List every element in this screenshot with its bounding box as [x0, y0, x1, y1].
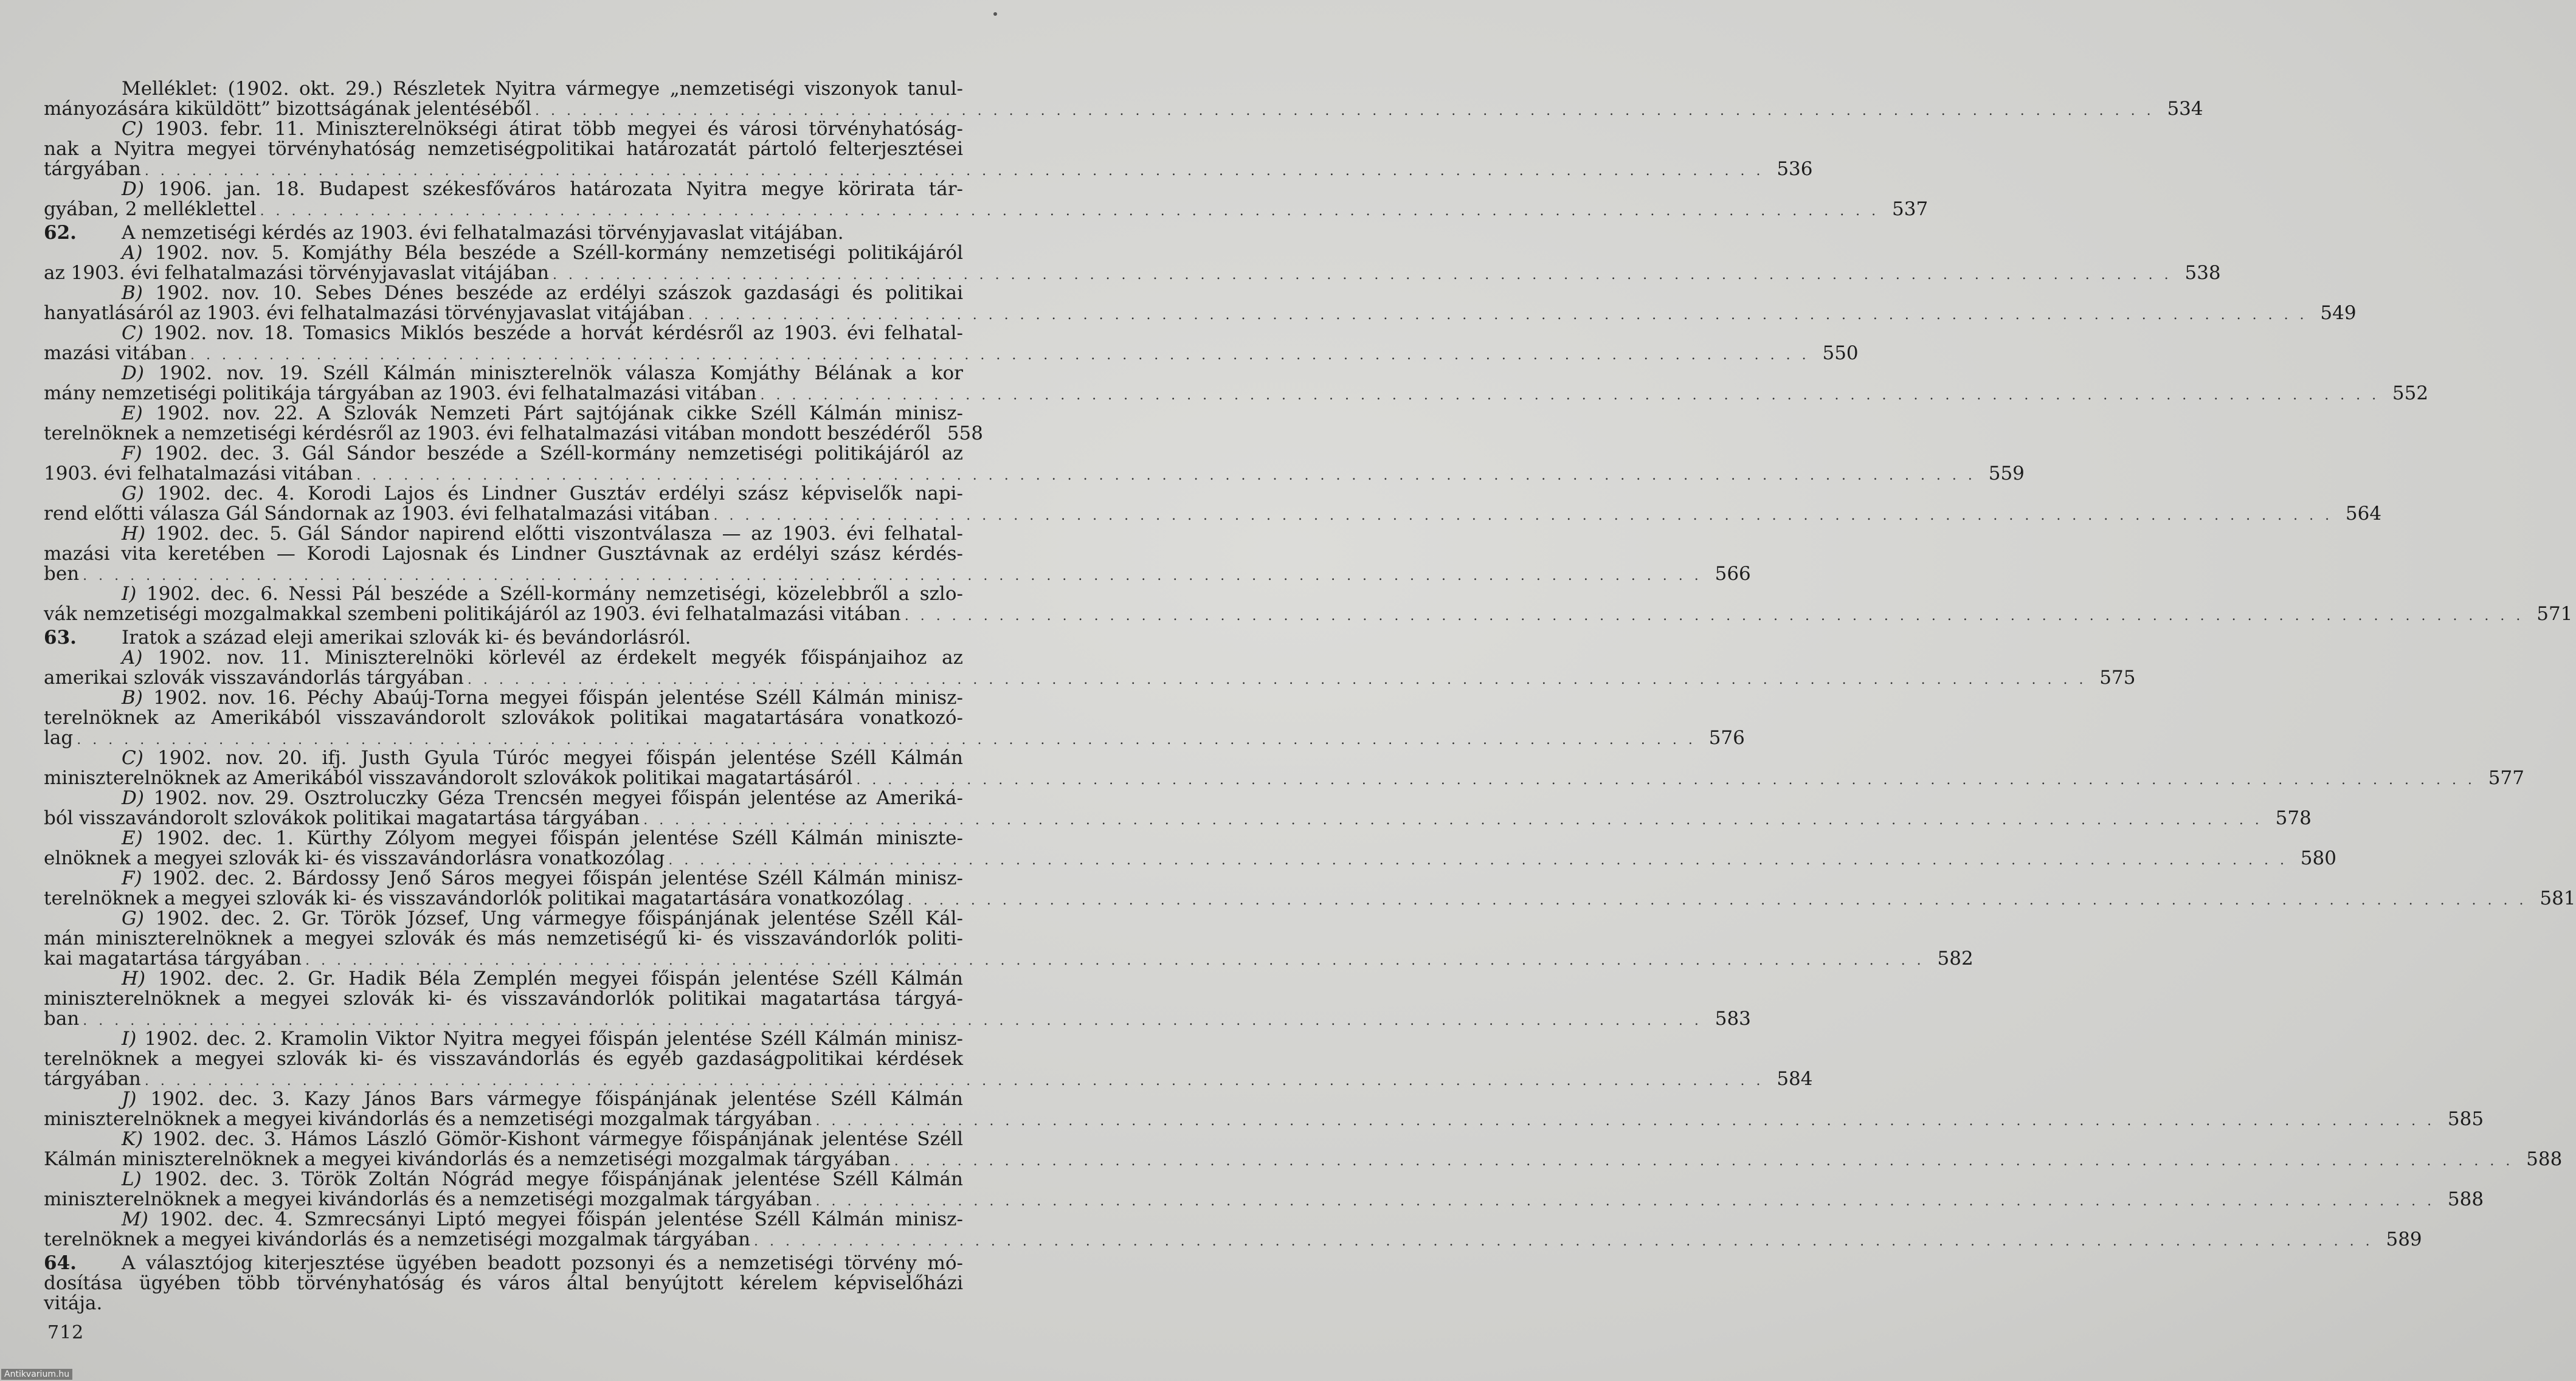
- toc-line: [44, 767, 2524, 789]
- entry-text: terelnöknek a megyei szlovák ki- és visszavándorlás és egyéb gazdaságpolitikai kérdések: [44, 1048, 963, 1070]
- entry-letter: D): [122, 178, 144, 200]
- entry-text: Melléklet: (1902. okt. 29.) Részletek Nyitra vármegye „nemzetiségi viszonyok tanul-: [122, 78, 963, 100]
- entry-text: terelnöknek az Amerikából visszavándorolt szlovákok politikai magatartására vonatkozó-: [44, 707, 963, 729]
- entry-text: rend előtti válasza Gál Sándornak az 1903. évi felhatalmazási vitában: [44, 503, 710, 525]
- toc-line: [44, 503, 2382, 525]
- toc-line: [44, 1148, 2563, 1170]
- entry-text: miniszterelnöknek a megyei kivándorlás és a nemzetiségi mozgalmak tárgyában: [44, 1188, 812, 1210]
- entry-page-number: 581: [2540, 887, 2576, 909]
- section-title: A választójog kiterjesztése ügyében beadott pozsonyi és a nemzetiségi törvény mó-: [122, 1252, 963, 1274]
- leader-dots: [856, 770, 2476, 790]
- toc-line: [44, 1029, 963, 1049]
- entry-letter: F): [122, 443, 142, 464]
- entry-text: 1902. dec. 2. Kramolin Viktor Nyitra megyei főispán jelentése Széll Kálmán minisz-: [144, 1028, 963, 1050]
- toc-entry: [44, 118, 1813, 180]
- entry-text: lag: [44, 727, 74, 749]
- entry-letter: G): [122, 483, 144, 505]
- section-heading-continuation: [44, 1273, 963, 1314]
- toc-line: [44, 484, 963, 504]
- entry-text: miniszterelnöknek az Amerikából visszavándorolt szlovákok politikai magatartásáról: [44, 767, 853, 789]
- leader-dots: [760, 385, 2380, 405]
- toc-line: [44, 1228, 2422, 1250]
- entry-letter: L): [122, 1168, 142, 1190]
- toc-line: [44, 342, 1859, 364]
- table-of-contents: [44, 78, 2576, 1314]
- toc-entry: [44, 78, 2203, 120]
- toc-line: [44, 909, 963, 929]
- entry-page-number: 588: [2447, 1188, 2484, 1210]
- entry-text: 1902. nov. 11. Miniszterelnöki körlevél az érdekelt megyék főispánjaihoz az: [157, 647, 963, 669]
- entry-page-number: 582: [1937, 948, 1973, 969]
- entry-text: miniszterelnöknek a megyei kivándorlás és a nemzetiségi mozgalmak tárgyában: [44, 1108, 812, 1130]
- watermark: Antikvarium.hu: [1, 1369, 72, 1380]
- entry-text: vitája.: [44, 1292, 103, 1314]
- toc-line: [44, 727, 1745, 749]
- toc-entry: [44, 1088, 2484, 1130]
- toc-line: [44, 404, 963, 424]
- toc-line: [44, 1253, 963, 1273]
- toc-line: [44, 807, 2312, 829]
- entry-text: amerikai szlovák visszavándorlás tárgyában: [44, 667, 464, 689]
- toc-entry: [44, 968, 1751, 1030]
- entry-text: 1902. dec. 2. Gr. Hadik Béla Zemplén megyei főispán jelentése Széll Kálmán: [158, 968, 963, 990]
- toc-entry: [44, 1128, 2563, 1170]
- entry-text: 1902. dec. 5. Gál Sándor napirend előtti viszontválasza — az 1903. évi felhatal-: [155, 523, 963, 545]
- toc-line: [44, 847, 2336, 869]
- entry-letter: B): [122, 687, 143, 709]
- entry-letter: C): [122, 118, 143, 140]
- entry-letter: I): [122, 1028, 137, 1050]
- entry-letter: I): [122, 583, 137, 605]
- entry-page-number: 575: [2099, 667, 2136, 689]
- entry-letter: B): [122, 282, 143, 304]
- toc-entry: [44, 362, 2429, 404]
- entry-page-number: 589: [2386, 1228, 2422, 1250]
- section-heading: [44, 628, 963, 648]
- toc-line: [44, 283, 963, 303]
- toc-line: [44, 1210, 963, 1230]
- toc-line: [44, 989, 963, 1009]
- entry-text: 1902. nov. 5. Komjáthy Béla beszéde a Széll-kormány nemzetiségi politikájáról: [154, 242, 963, 264]
- entry-letter: C): [122, 322, 143, 344]
- toc-entry: [44, 402, 983, 444]
- section-title: A nemzetiségi kérdés az 1903. évi felhatalmazási törvényjavaslat vitájában.: [122, 222, 844, 244]
- toc-entry: [44, 787, 2312, 829]
- entry-letter: E): [122, 827, 143, 849]
- toc-line: [44, 887, 2576, 909]
- section-number: 62.: [44, 222, 77, 244]
- entry-letter: H): [122, 523, 146, 545]
- entry-letter: C): [122, 747, 143, 769]
- entry-text: tárgyában: [44, 158, 141, 180]
- toc-line: [44, 929, 963, 949]
- page-number: 712: [47, 1322, 85, 1343]
- toc-line: [44, 788, 963, 808]
- toc-line: [44, 323, 963, 343]
- entry-text: miniszterelnöknek a megyei szlovák ki- és visszavándorlók politikai magatartása tárgyá-: [44, 988, 963, 1010]
- entry-text: mazási vitában: [44, 342, 187, 364]
- entry-page-number: 571: [2536, 603, 2573, 625]
- toc-line: [44, 828, 963, 849]
- toc-line: [44, 382, 2429, 404]
- section-title: Iratok a század eleji amerikai szlovák ki- és bevándorlásról.: [122, 627, 691, 649]
- toc-line: [44, 1169, 963, 1190]
- entry-text: 1902. nov. 22. A Szlovák Nemzeti Párt sajtójának cikke Széll Kálmán minisz-: [156, 402, 963, 424]
- entry-letter: G): [122, 907, 144, 929]
- toc-entry: [44, 523, 1751, 585]
- entry-letter: H): [122, 968, 146, 990]
- entry-text: 1902. dec. 2. Bárdossy Jenő Sáros megyei főispán jelentése Széll Kálmán minisz-: [151, 867, 963, 889]
- toc-line: [44, 1108, 2484, 1130]
- entry-text: 1902. dec. 3. Török Zoltán Nógrád megye főispánjának jelentése Széll Kálmán: [153, 1168, 964, 1190]
- entry-text: hanyatlásáról az 1903. évi felhatalmazási törvényjavaslat vitájában: [44, 302, 685, 324]
- entry-text: tárgyában: [44, 1068, 141, 1090]
- entry-text: 1902. nov. 16. Péchy Abaúj-Torna megyei főispán jelentése Széll Kálmán minisz-: [153, 687, 963, 709]
- entry-page-number: 552: [2392, 382, 2429, 404]
- entry-page-number: 566: [1714, 563, 1751, 585]
- toc-line: [44, 869, 963, 889]
- entry-page-number: 588: [2526, 1148, 2563, 1170]
- entry-text: terelnöknek a megyei kivándorlás és a nemzetiségi mozgalmak tárgyában: [44, 1228, 751, 1250]
- entry-text: terelnöknek a nemzetiségi kérdésről az 1903. évi felhatalmazási vitában mondott beszédéről: [44, 422, 931, 444]
- entry-page-number: 580: [2300, 847, 2336, 869]
- toc-line: [44, 119, 963, 139]
- entry-text: ben: [44, 563, 80, 585]
- toc-entry: [44, 178, 1929, 220]
- entry-text: ban: [44, 1008, 80, 1030]
- entry-text: 1902. nov. 29. Osztroluczky Géza Trencsén megyei főispán jelentése az Ameriká-: [153, 787, 963, 809]
- toc-line: [44, 584, 963, 604]
- toc-line: [44, 463, 2025, 484]
- toc-entry: [44, 483, 2382, 525]
- toc-line: [44, 1129, 963, 1149]
- entry-text: 1902. nov. 18. Tomasics Miklós beszéde a horvát kérdésről az 1903. évi felhatal-: [153, 322, 963, 344]
- toc-line: [44, 363, 963, 384]
- entry-text: 1902. dec. 3. Gál Sándor beszéde a Széll-kormány nemzetiségi politikájáról az: [154, 443, 963, 464]
- toc-line: [44, 1068, 1813, 1090]
- entry-text: 1902. nov. 10. Sebes Dénes beszéde az erdélyi szászok gazdasági és politikai: [155, 282, 963, 304]
- entry-text: dosítása ügyében több törvényhatóság és város által benyújtott kérelem képviselőházi: [44, 1272, 963, 1294]
- entry-text: 1902. dec. 3. Hámos László Gömör-Kishont vármegye főispánjának jelentése Széll: [152, 1128, 964, 1150]
- entry-page-number: 559: [1988, 463, 2025, 484]
- toc-line: [44, 422, 983, 444]
- toc-line: [44, 1188, 2484, 1210]
- toc-line: [44, 302, 2357, 324]
- toc-line: [44, 748, 963, 768]
- entry-page-number: 550: [1822, 342, 1859, 364]
- toc-line: [44, 969, 963, 989]
- toc-entry: [44, 827, 2336, 869]
- entry-text: mán miniszterelnöknek a megyei szlovák és más nemzetiségű ki- és visszavándorlók politi-: [44, 928, 963, 949]
- toc-line: [44, 79, 963, 99]
- toc-line: [44, 948, 1973, 969]
- toc-entry: [44, 647, 2136, 689]
- toc-line: [44, 158, 1813, 180]
- toc-line: [44, 98, 2203, 120]
- leader-dots: [815, 1111, 2435, 1131]
- entry-text: terelnöknek a megyei szlovák ki- és visszavándorlók politikai magatartására vonatkozólag: [44, 887, 904, 909]
- toc-entry: [44, 867, 2576, 909]
- entry-letter: K): [122, 1128, 143, 1150]
- toc-entry: [44, 322, 1859, 364]
- leader-dots: [815, 1191, 2435, 1211]
- entry-text: elnöknek a megyei szlovák ki- és visszavándorlásra vonatkozólag: [44, 847, 665, 869]
- entry-text: nak a Nyitra megyei törvényhatóság nemzetiségpolitikai határozatát pártoló felterjesztései: [44, 138, 963, 160]
- entry-text: 1902. dec. 3. Kazy János Bars vármegye főispánjának jelentése Széll Kálmán: [150, 1088, 963, 1110]
- entry-text: ból visszavándorolt szlovákok politikai magatartása tárgyában: [44, 807, 640, 829]
- entry-page-number: 585: [2447, 1108, 2484, 1130]
- toc-line: [44, 198, 1929, 220]
- entry-page-number: 534: [2167, 98, 2203, 120]
- toc-line: [44, 139, 963, 159]
- leader-dots: [908, 890, 2527, 911]
- toc-line: [44, 243, 963, 263]
- entry-text: mazási vita keretében — Korodi Lajosnak és Lindner Gusztávnak az erdélyi szász kérdés-: [44, 543, 963, 565]
- entry-text: mányozására kiküldött” bizottságának jelentéséből: [44, 98, 532, 120]
- entry-text: az 1903. évi felhatalmazási törvényjavaslat vitájában: [44, 262, 550, 284]
- leader-dots: [894, 1151, 2514, 1171]
- entry-page-number: 576: [1708, 727, 1745, 749]
- toc-entry: [44, 1208, 2422, 1250]
- page-speck: [993, 12, 997, 16]
- entry-letter: F): [122, 867, 142, 889]
- entry-letter: D): [122, 787, 144, 809]
- section-heading: [44, 1253, 963, 1273]
- toc-line: [44, 1273, 963, 1293]
- entry-letter: A): [122, 242, 143, 264]
- entry-page-number: 536: [1777, 158, 1813, 180]
- section-number: 63.: [44, 627, 77, 649]
- entry-text: kai magatartása tárgyában: [44, 948, 302, 969]
- toc-line: [44, 648, 963, 668]
- toc-line: [44, 262, 2221, 284]
- toc-line: [44, 544, 963, 564]
- entry-text: 1902. dec. 1. Kürthy Zólyom megyei főispán jelentése Széll Kálmán miniszte-: [156, 827, 963, 849]
- section-heading: [44, 223, 963, 243]
- entry-text: vák nemzetiségi mozgalmakkal szembeni politikájáról az 1903. évi felhatalmazási vitában: [44, 603, 901, 625]
- entry-text: gyában, 2 melléklettel: [44, 198, 257, 220]
- entry-text: 1902. nov. 19. Széll Kálmán miniszterelnök válasza Komjáthy Bélának a kor: [158, 362, 963, 384]
- entry-text: 1902. dec. 4. Szmrecsányi Liptó megyei főispán jelentése Széll Kálmán minisz-: [159, 1208, 963, 1230]
- entry-text: 1903. évi felhatalmazási vitában: [44, 463, 353, 484]
- entry-text: 1902. dec. 2. Gr. Török József, Ung vármegye főispánjának jelentése Széll Kál-: [155, 907, 963, 929]
- toc-line: [44, 667, 2136, 689]
- toc-line: [44, 223, 963, 243]
- toc-line: [44, 603, 2573, 625]
- entry-letter: E): [122, 402, 143, 424]
- entry-letter: J): [122, 1088, 137, 1110]
- leader-dots: [260, 201, 1880, 221]
- toc-entry: [44, 443, 2025, 484]
- entry-page-number: 538: [2184, 262, 2221, 284]
- entry-text: mány nemzetiségi politikája tárgyában az 1903. évi felhatalmazási vitában: [44, 382, 757, 404]
- entry-page-number: 564: [2345, 503, 2382, 525]
- toc-line: [44, 179, 963, 199]
- entry-page-number: 578: [2275, 807, 2312, 829]
- entry-text: 1906. jan. 18. Budapest székesfőváros határozata Nyitra megye körirata tár-: [157, 178, 963, 200]
- entry-page-number: 577: [2488, 767, 2524, 789]
- leader-dots: [905, 606, 2524, 626]
- toc-entry: [44, 282, 2357, 324]
- entry-page-number: 537: [1892, 198, 1929, 220]
- toc-line: [44, 524, 963, 544]
- toc-line: [44, 1089, 963, 1109]
- entry-text: 1903. febr. 11. Miniszterelnökségi átirat több megyei és városi törvényhatóság-: [154, 118, 963, 140]
- entry-text: 1902. dec. 6. Nessi Pál beszéde a Széll-kormány nemzetiségi, közelebbről a szlo-: [146, 583, 963, 605]
- toc-line: [44, 1049, 963, 1069]
- toc-entry: [44, 687, 1745, 749]
- toc-entry: [44, 242, 2221, 284]
- toc-line: [44, 708, 963, 728]
- toc-line: [44, 563, 1751, 585]
- entry-page-number: 558: [947, 422, 983, 444]
- entry-page-number: 584: [1777, 1068, 1813, 1090]
- entry-page-number: 549: [2320, 302, 2357, 324]
- toc-entry: [44, 747, 2524, 789]
- toc-entry: [44, 1168, 2484, 1210]
- toc-line: [44, 1293, 963, 1314]
- section-number: 64.: [44, 1252, 77, 1274]
- toc-line: [44, 444, 963, 464]
- leader-dots: [754, 1231, 2374, 1252]
- entry-letter: D): [122, 362, 144, 384]
- toc-entry: [44, 583, 2573, 625]
- entry-letter: A): [122, 647, 143, 669]
- toc-line: [44, 628, 963, 648]
- entry-text: 1902. dec. 4. Korodi Lajos és Lindner Gusztáv erdélyi szász képviselők napi-: [157, 483, 963, 505]
- toc-line: [44, 688, 963, 708]
- entry-letter: M): [122, 1208, 148, 1230]
- toc-line: [44, 1008, 1751, 1030]
- entry-text: 1902. nov. 20. ifj. Justh Gyula Túróc megyei főispán jelentése Széll Kálmán: [157, 747, 963, 769]
- toc-entry: [44, 907, 1973, 969]
- entry-page-number: 583: [1714, 1008, 1751, 1030]
- toc-entry: [44, 1028, 1813, 1090]
- entry-text: Kálmán miniszterelnöknek a megyei kivándorlás és a nemzetiségi mozgalmak tárgyában: [44, 1148, 891, 1170]
